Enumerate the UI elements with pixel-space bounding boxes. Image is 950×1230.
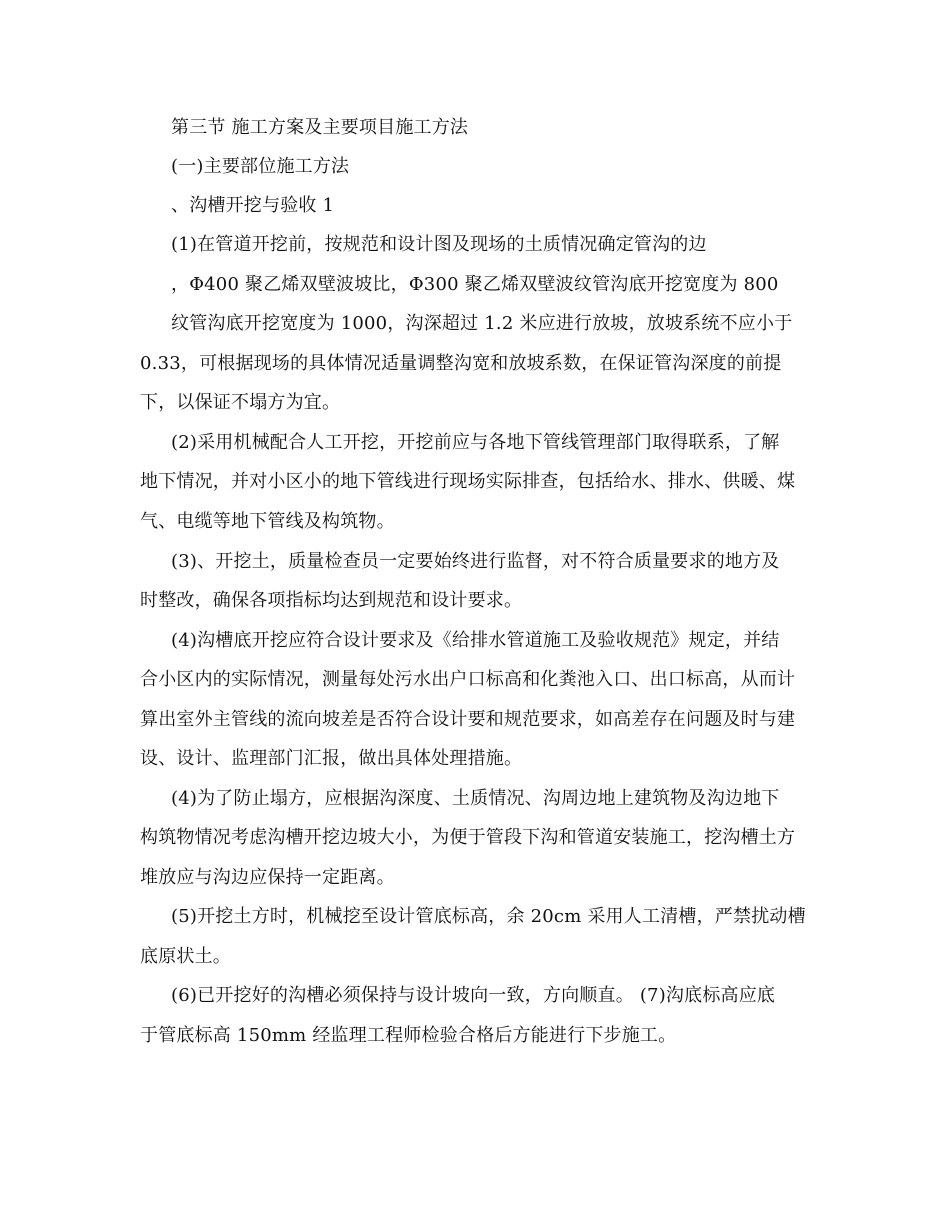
text-line: (1)在管道开挖前，按规范和设计图及现场的土质情况确定管沟的边 [171,234,707,255]
text-line: 时整改，确保各项指标均达到规范和设计要求。 [140,590,523,611]
text-line: (3)、开挖土，质量检查员一定要始终进行监督，对不符合质量要求的地方及 [171,551,780,572]
text-line: (5)开挖土方时，机械挖至设计管底标高，余 20cm 采用人工清槽，严禁扰动槽 [171,906,806,927]
text-line: 底原状土。 [140,946,231,967]
text-line: (2)采用机械配合人工开挖，开挖前应与各地下管线管理部门取得联系，了解 [171,432,780,453]
text-line: 合小区内的实际情况，测量每处污水出户口标高和化粪池入口、出口标高，从而计 [140,669,796,690]
text-line: (4)为了防止塌方，应根据沟深度、土质情况、沟周边地上建筑物及沟边地下 [171,788,780,809]
text-line: 0.33，可根据现场的具体情况适量调整沟宽和放坡系数，在保证管沟深度的前提 [140,353,782,374]
text-line: (4)沟槽底开挖应符合设计要求及《给排水管道施工及验收规范》规定，并结 [171,630,780,651]
text-line: ，Φ400 聚乙烯双壁波坡比，Φ300 聚乙烯双壁波纹管沟底开挖宽度为 800 [171,274,779,295]
text-line: 构筑物情况考虑沟槽开挖边坡大小，为便于管段下沟和管道安装施工，挖沟槽土方 [140,827,796,848]
text-line: 下，以保证不塌方为宜。 [140,392,341,413]
text-line: (6)已开挖好的沟槽必须保持与设计坡向一致，方向顺直。 (7)沟底标高应底 [171,985,776,1006]
text-line: 纹管沟底开挖宽度为 1000，沟深超过 1.2 米应进行放坡，放坡系统不应小于 [171,313,793,334]
text-line: 地下情况，并对小区小的地下管线进行现场实际排查，包括给水、排水、供暖、煤 [140,471,796,492]
subsection-heading: (一)主要部位施工方法 [171,156,350,177]
section-heading: 第三节 施工方案及主要项目施工方法 [171,117,469,138]
item-title: 、沟槽开挖与验收 1 [171,195,335,216]
text-line: 算出室外主管线的流向坡差是否符合设计要和规范要求，如高差存在问题及时与建 [140,709,796,730]
text-line: 设、设计、监理部门汇报，做出具体处理措施。 [140,748,523,769]
text-line: 气、电缆等地下管线及构筑物。 [140,511,395,532]
text-line: 于管底标高 150mm 经监理工程师检验合格后方能进行下步施工。 [140,1025,677,1046]
text-line: 堆放应与沟边应保持一定距离。 [140,867,395,888]
